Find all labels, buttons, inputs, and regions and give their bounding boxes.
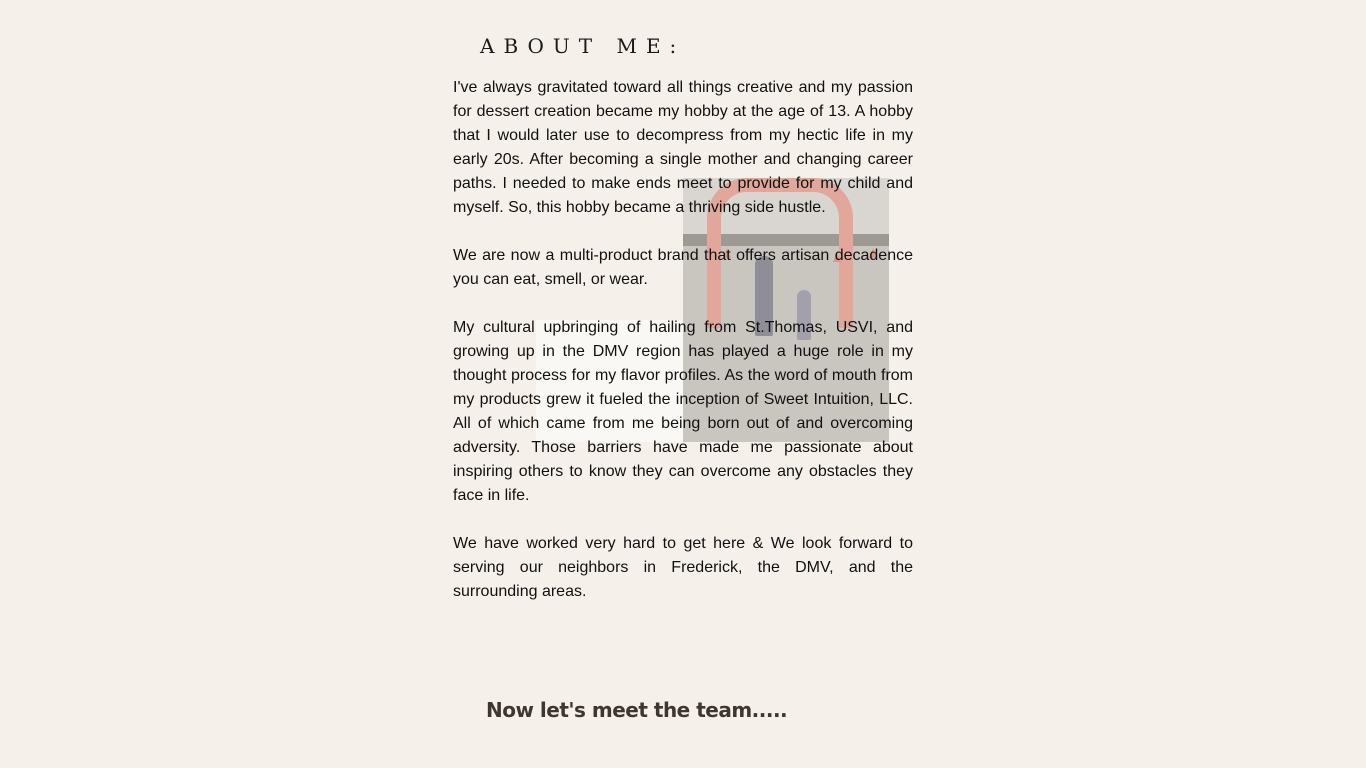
- about-content: [453, 76, 913, 628]
- about-paragraph: We are now a multi-product brand that offers artisan decadence you can eat, smell, or wear.: [453, 247, 913, 288]
- about-paragraph: My cultural upbringing of hailing from St.Thomas, USVI, and growing up in the DMV region has played a huge role in my thought process for my flavor profiles. As the word of mouth from my products grew it fueled the inception of Sweet Intuition, LLC. All of which came from me being born out of and overcoming adversity. Those barriers have made me passionate about inspiring others to know they can overcome any obstacles they face in life.: [453, 319, 913, 504]
- about-paragraph: I've always gravitated toward all things creative and my passion for dessert creation became my hobby at the age of 13. A hobby that I would later use to decompress from my hectic life in my early 20s. After becoming a single mother and changing career paths. I needed to make ends meet to provide for my child and myself. So, this hobby became a thriving side hustle.: [453, 79, 913, 216]
- about-paragraph: We have worked very hard to get here & We look forward to serving our neighbors in Frederick, the DMV, and the surrounding areas.: [453, 535, 913, 600]
- team-heading: Now let's meet the team.....: [486, 698, 788, 722]
- about-heading: ABOUT ME:: [480, 34, 686, 58]
